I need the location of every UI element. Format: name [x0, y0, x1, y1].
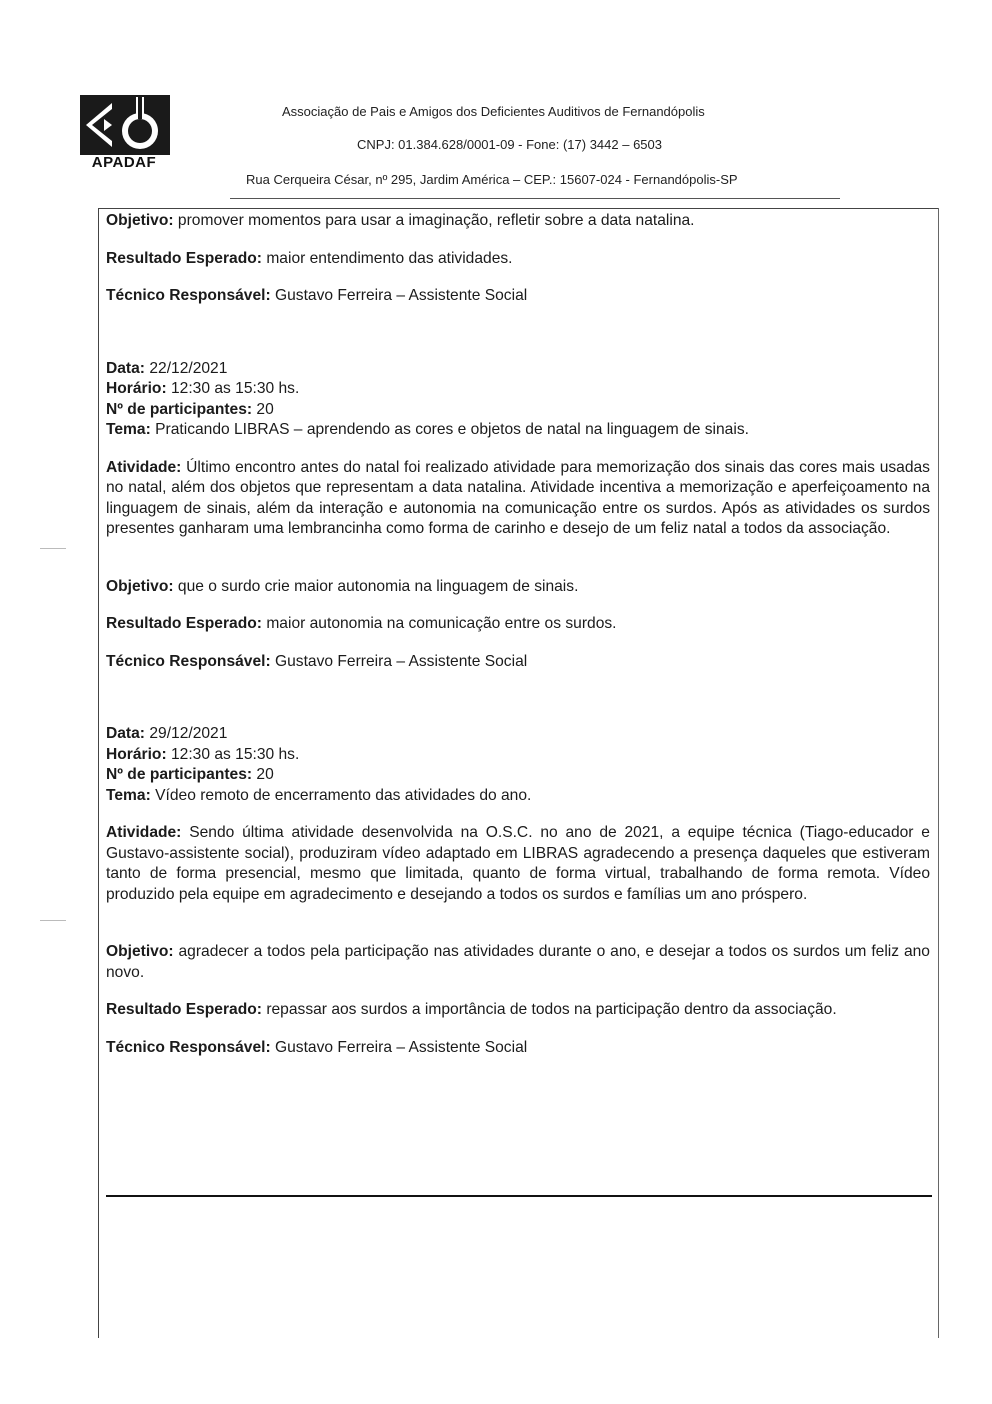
data-value: 29/12/2021	[149, 725, 228, 742]
resultado-line	[106, 249, 930, 270]
organization-name: Associação de Pais e Amigos dos Deficientes Auditivos de Fernandópolis	[282, 104, 705, 119]
data-line	[106, 724, 930, 745]
closing-divider	[106, 1195, 932, 1197]
tecnico-value: Gustavo Ferreira – Assistente Social	[275, 1038, 528, 1056]
horario-label: Horário:	[106, 745, 167, 763]
tecnico-line	[106, 286, 930, 307]
activity-block	[106, 724, 930, 1058]
tema-label: Tema:	[106, 421, 151, 438]
resultado-value: maior autonomia na comunicação entre os surdos.	[266, 615, 617, 632]
report-body	[106, 211, 930, 1058]
tema-label: Tema:	[106, 786, 151, 804]
atividade-paragraph	[106, 458, 930, 540]
objetivo-line	[106, 942, 930, 983]
objetivo-line	[106, 211, 930, 232]
horario-label: Horário:	[106, 380, 167, 397]
tecnico-value: Gustavo Ferreira – Assistente Social	[275, 287, 528, 304]
atividade-label: Atividade:	[106, 824, 182, 841]
participantes-line	[106, 400, 930, 421]
resultado-value: repassar aos surdos a importância de todos na participação dentro da associação.	[266, 1001, 837, 1018]
apadaf-logo-icon	[78, 95, 170, 155]
participantes-line	[106, 765, 930, 786]
scan-mark	[40, 920, 66, 921]
cnpj-phone: CNPJ: 01.384.628/0001-09 - Fone: (17) 3442 – 6503	[357, 137, 662, 152]
atividade-value: Sendo última atividade desenvolvida na O.S.C. no ano de 2021, a equipe técnica (Tiago-educador e Gustavo-assistente social), produziram vídeo adaptado em LIBRAS agradecendo a presença daqueles que estiveram tanto de forma presencial, mesmo que limitada, quanto de forma virtual, trabalhando de forma remota. Vídeo produzido pela equipe em agradecimento e desejando a todos os surdos e famílias um ano próspero.	[106, 824, 930, 903]
apadaf-logo	[78, 95, 170, 177]
participantes-value: 20	[256, 766, 274, 783]
tecnico-label: Técnico Responsável:	[106, 652, 271, 670]
objetivo-label: Objetivo:	[106, 212, 174, 229]
participantes-value: 20	[256, 400, 274, 418]
objetivo-value: que o surdo crie maior autonomia na linguagem de sinais.	[177, 577, 579, 595]
objetivo-line	[106, 577, 930, 598]
objetivo-label: Objetivo:	[106, 577, 174, 595]
logo-wordmark: APADAF	[91, 154, 157, 171]
tecnico-line	[106, 652, 930, 673]
horario-value: 12:30 as 15:30 hs.	[171, 380, 300, 397]
resultado-line	[106, 614, 930, 635]
letterhead	[0, 0, 992, 210]
tema-value: Vídeo remoto de encerramento das atividades do ano.	[155, 786, 532, 804]
tecnico-label: Técnico Responsável:	[106, 1038, 271, 1056]
activity-block	[106, 359, 930, 673]
horario-value: 12:30 as 15:30 hs.	[171, 745, 300, 763]
objetivo-label: Objetivo:	[106, 943, 174, 960]
horario-line	[106, 745, 930, 766]
resultado-line	[106, 1000, 930, 1021]
resultado-value: maior entendimento das atividades.	[266, 249, 513, 267]
frame-left-border	[98, 208, 99, 1338]
participantes-label: Nº de participantes:	[106, 766, 253, 783]
tema-line	[106, 420, 930, 441]
scan-mark	[40, 548, 66, 549]
header-divider	[230, 198, 840, 199]
objetivo-value: agradecer a todos pela participação nas atividades durante o ano, e desejar a todos os surdos um feliz ano novo.	[106, 943, 930, 981]
frame-right-border	[938, 208, 939, 1338]
atividade-label: Atividade:	[106, 458, 182, 476]
tecnico-label: Técnico Responsável:	[106, 287, 271, 304]
data-label: Data:	[106, 725, 145, 742]
atividade-paragraph	[106, 823, 930, 905]
frame-top-border	[98, 208, 938, 209]
resultado-label: Resultado Esperado:	[106, 249, 262, 267]
address: Rua Cerqueira César, nº 295, Jardim América – CEP.: 15607-024 - Fernandópolis-SP	[246, 172, 738, 187]
tema-line	[106, 786, 930, 807]
horario-line	[106, 379, 930, 400]
tecnico-value: Gustavo Ferreira – Assistente Social	[275, 652, 528, 670]
objetivo-value: promover momentos para usar a imaginação, refletir sobre a data natalina.	[177, 212, 695, 229]
data-value: 22/12/2021	[149, 359, 228, 377]
participantes-label: Nº de participantes:	[106, 400, 253, 418]
tecnico-line	[106, 1038, 930, 1059]
resultado-label: Resultado Esperado:	[106, 1001, 262, 1018]
atividade-value: Último encontro antes do natal foi realizado atividade para memorização dos sinais das cores mais usadas no natal, além dos objetos que representam a data natalina. Atividade incentiva a memorização e aperfeiçoamento na linguagem de sinais, além da interação e autonomia na comunicação entre os surdos. Após as atividades os surdos presentes ganharam uma lembrancinha como forma de carinho e desejo de um feliz natal a todos da associação.	[106, 458, 930, 537]
tema-value: Praticando LIBRAS – aprendendo as cores e objetos de natal na linguagem de sinais.	[155, 421, 749, 438]
data-line	[106, 359, 930, 380]
resultado-label: Resultado Esperado:	[106, 615, 262, 632]
data-label: Data:	[106, 359, 145, 377]
